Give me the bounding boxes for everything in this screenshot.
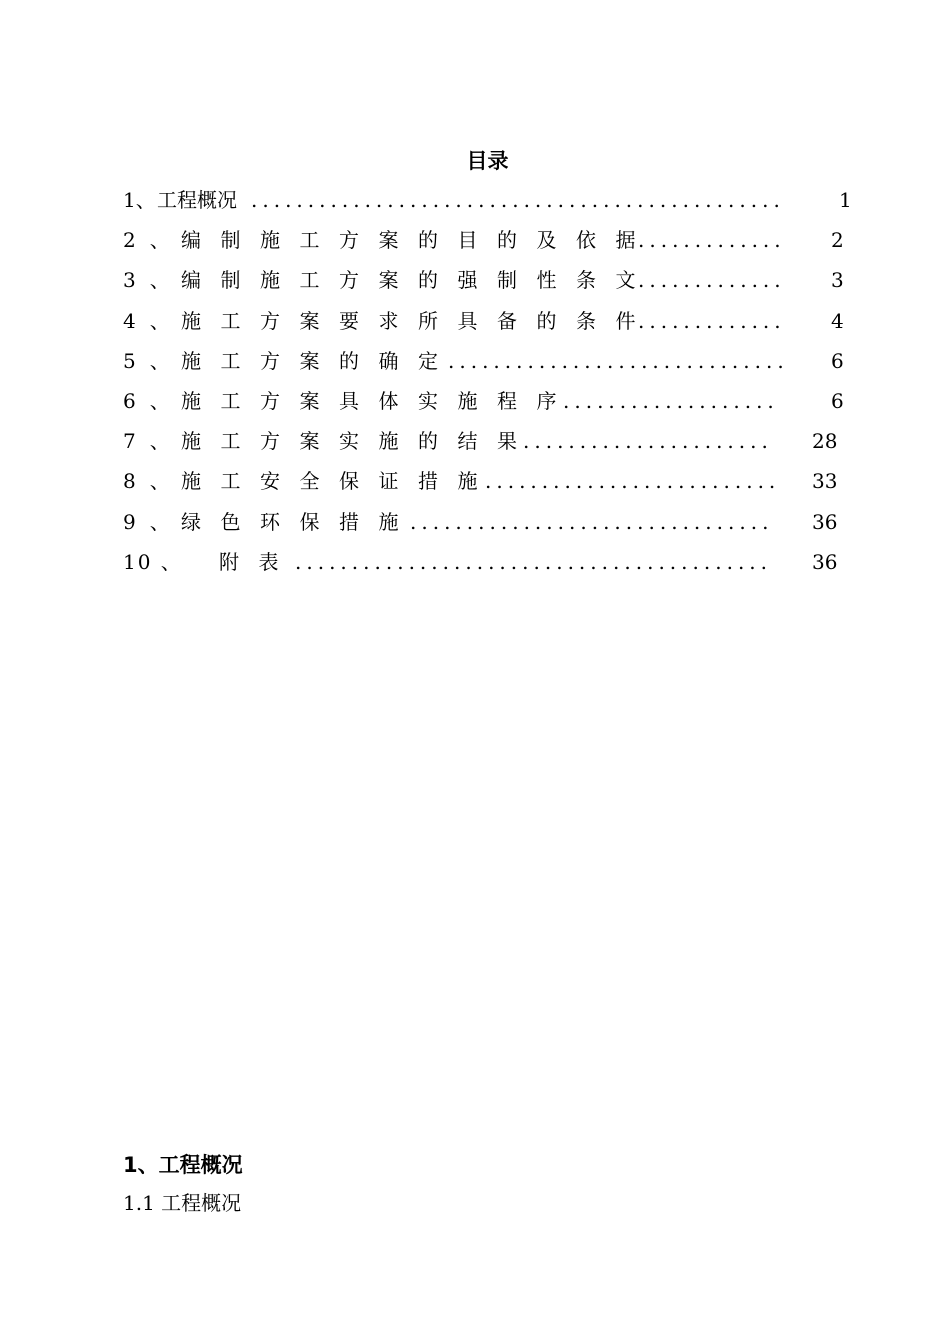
toc-entry-text: 工程概况 [157,188,237,212]
toc-entry-number: 1、 [123,188,156,212]
toc-page-number: 36 [812,509,838,534]
toc-leader-dots: .......................... [485,469,781,494]
toc-entry-8[interactable] [123,465,853,505]
toc-entry-text: 绿色环保措施 [181,509,418,534]
toc-page-number: 6 [831,348,844,373]
toc-leader-dots: ...................... [523,429,773,454]
toc-page-number: 3 [831,268,844,293]
table-of-contents [123,184,853,586]
toc-entry-number: 4、 [123,308,184,333]
toc-entry-text: 施工方案的确定 [181,348,458,373]
toc-entry-number: 3、 [123,268,184,293]
toc-entry-4[interactable] [123,305,853,345]
toc-leader-dots: .............................. [448,348,789,373]
subsection-heading: 1.1 工程概况 [123,1191,242,1215]
toc-entry-5[interactable] [123,345,853,385]
toc-leader-dots: .......................................... [295,549,773,574]
toc-entry-2[interactable] [123,224,853,264]
toc-entry-9[interactable] [123,506,853,546]
toc-page-number: 33 [812,469,838,494]
toc-entry-number: 2、 [123,228,184,253]
toc-leader-dots: ............. [638,268,786,293]
toc-entry-number: 8、 [123,469,184,494]
toc-page-number: 2 [831,228,844,253]
toc-entry-1[interactable] [123,184,853,224]
toc-entry-number: 6、 [123,388,184,413]
toc-entry-number: 5、 [123,348,184,373]
toc-page-number: 4 [831,308,844,333]
toc-entry-text: 施工方案具体实施程序 [181,388,576,413]
toc-page-number: 36 [812,549,838,574]
toc-entry-text: 附表 [219,549,298,574]
toc-title: 目录 [466,149,509,173]
toc-entry-3[interactable] [123,264,853,304]
toc-entry-number: 10 、 [123,549,183,574]
toc-page-number: 1 [839,188,852,212]
toc-page-number: 6 [831,388,844,413]
toc-leader-dots: ............................................... [251,188,785,212]
toc-leader-dots: ................................ [410,509,774,534]
toc-leader-dots: ............. [638,308,786,333]
toc-leader-dots: ............. [638,228,786,253]
toc-entry-text: 施工方案要求所具备的条件 [181,308,655,333]
toc-entry-10[interactable] [123,546,853,586]
toc-entry-number: 9、 [123,509,184,534]
toc-leader-dots: ................... [563,388,779,413]
toc-entry-6[interactable] [123,385,853,425]
toc-entry-text: 编制施工方案的强制性条文 [181,268,655,293]
toc-page-number: 28 [812,429,838,454]
toc-entry-number: 7、 [123,429,184,454]
toc-entry-text: 编制施工方案的目的及依据 [181,228,655,253]
toc-entry-7[interactable] [123,425,853,465]
toc-entry-text: 施工方案实施的结果 [181,429,537,454]
toc-entry-text: 施工安全保证措施 [181,469,497,494]
section-heading: 1、工程概况 [123,1153,243,1177]
